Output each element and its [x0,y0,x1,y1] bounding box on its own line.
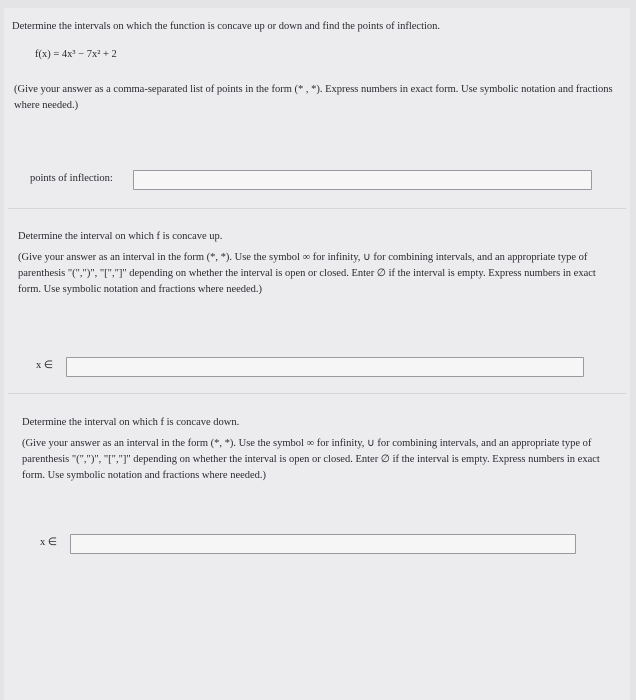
concave-down-instructions: (Give your answer as an interval in the form (*, *). Use the symbol ∞ for infinity, ∪ for combining intervals, and an appropriate type of parenthesis "(",")", "[","]" depending on whether the interval is open or closed. Enter ∅ if the interval is empty. Express numbers in exact form. Use symbolic notation and fractions where needed.) [22,438,600,481]
concave-down-title: Determine the interval on which f is concave down. [22,417,240,428]
divider [8,208,626,209]
x-in-label: x ∈ [36,360,54,371]
points-of-inflection-input[interactable] [133,170,592,190]
question-title: Determine the intervals on which the function is concave up or down and find the points of inflection. [12,21,441,32]
concave-up-instructions: (Give your answer as an interval in the form (*, *). Use the symbol ∞ for infinity, ∪ for combining intervals, and an appropriate type of parenthesis "(",")", "[","]" depending on whether the interval is open or closed. Enter ∅ if the interval is empty. Express numbers in exact form. Use symbolic notation and fractions where needed.) [18,252,596,295]
instructions: (Give your answer as a comma-separated list of points in the form (* , *). Express numbers in exact form. Use symbolic notation and fractions where needed.) [14,84,613,111]
concave-up-title: Determine the interval on which f is concave up. [18,231,223,242]
concave-up-input[interactable] [66,357,584,377]
divider [8,393,626,394]
function-formula: f(x) = 4x³ − 7x² + 2 [35,49,117,60]
x-in-label: x ∈ [40,537,58,548]
points-label: points of inflection: [30,173,113,184]
concave-down-input[interactable] [70,534,576,554]
